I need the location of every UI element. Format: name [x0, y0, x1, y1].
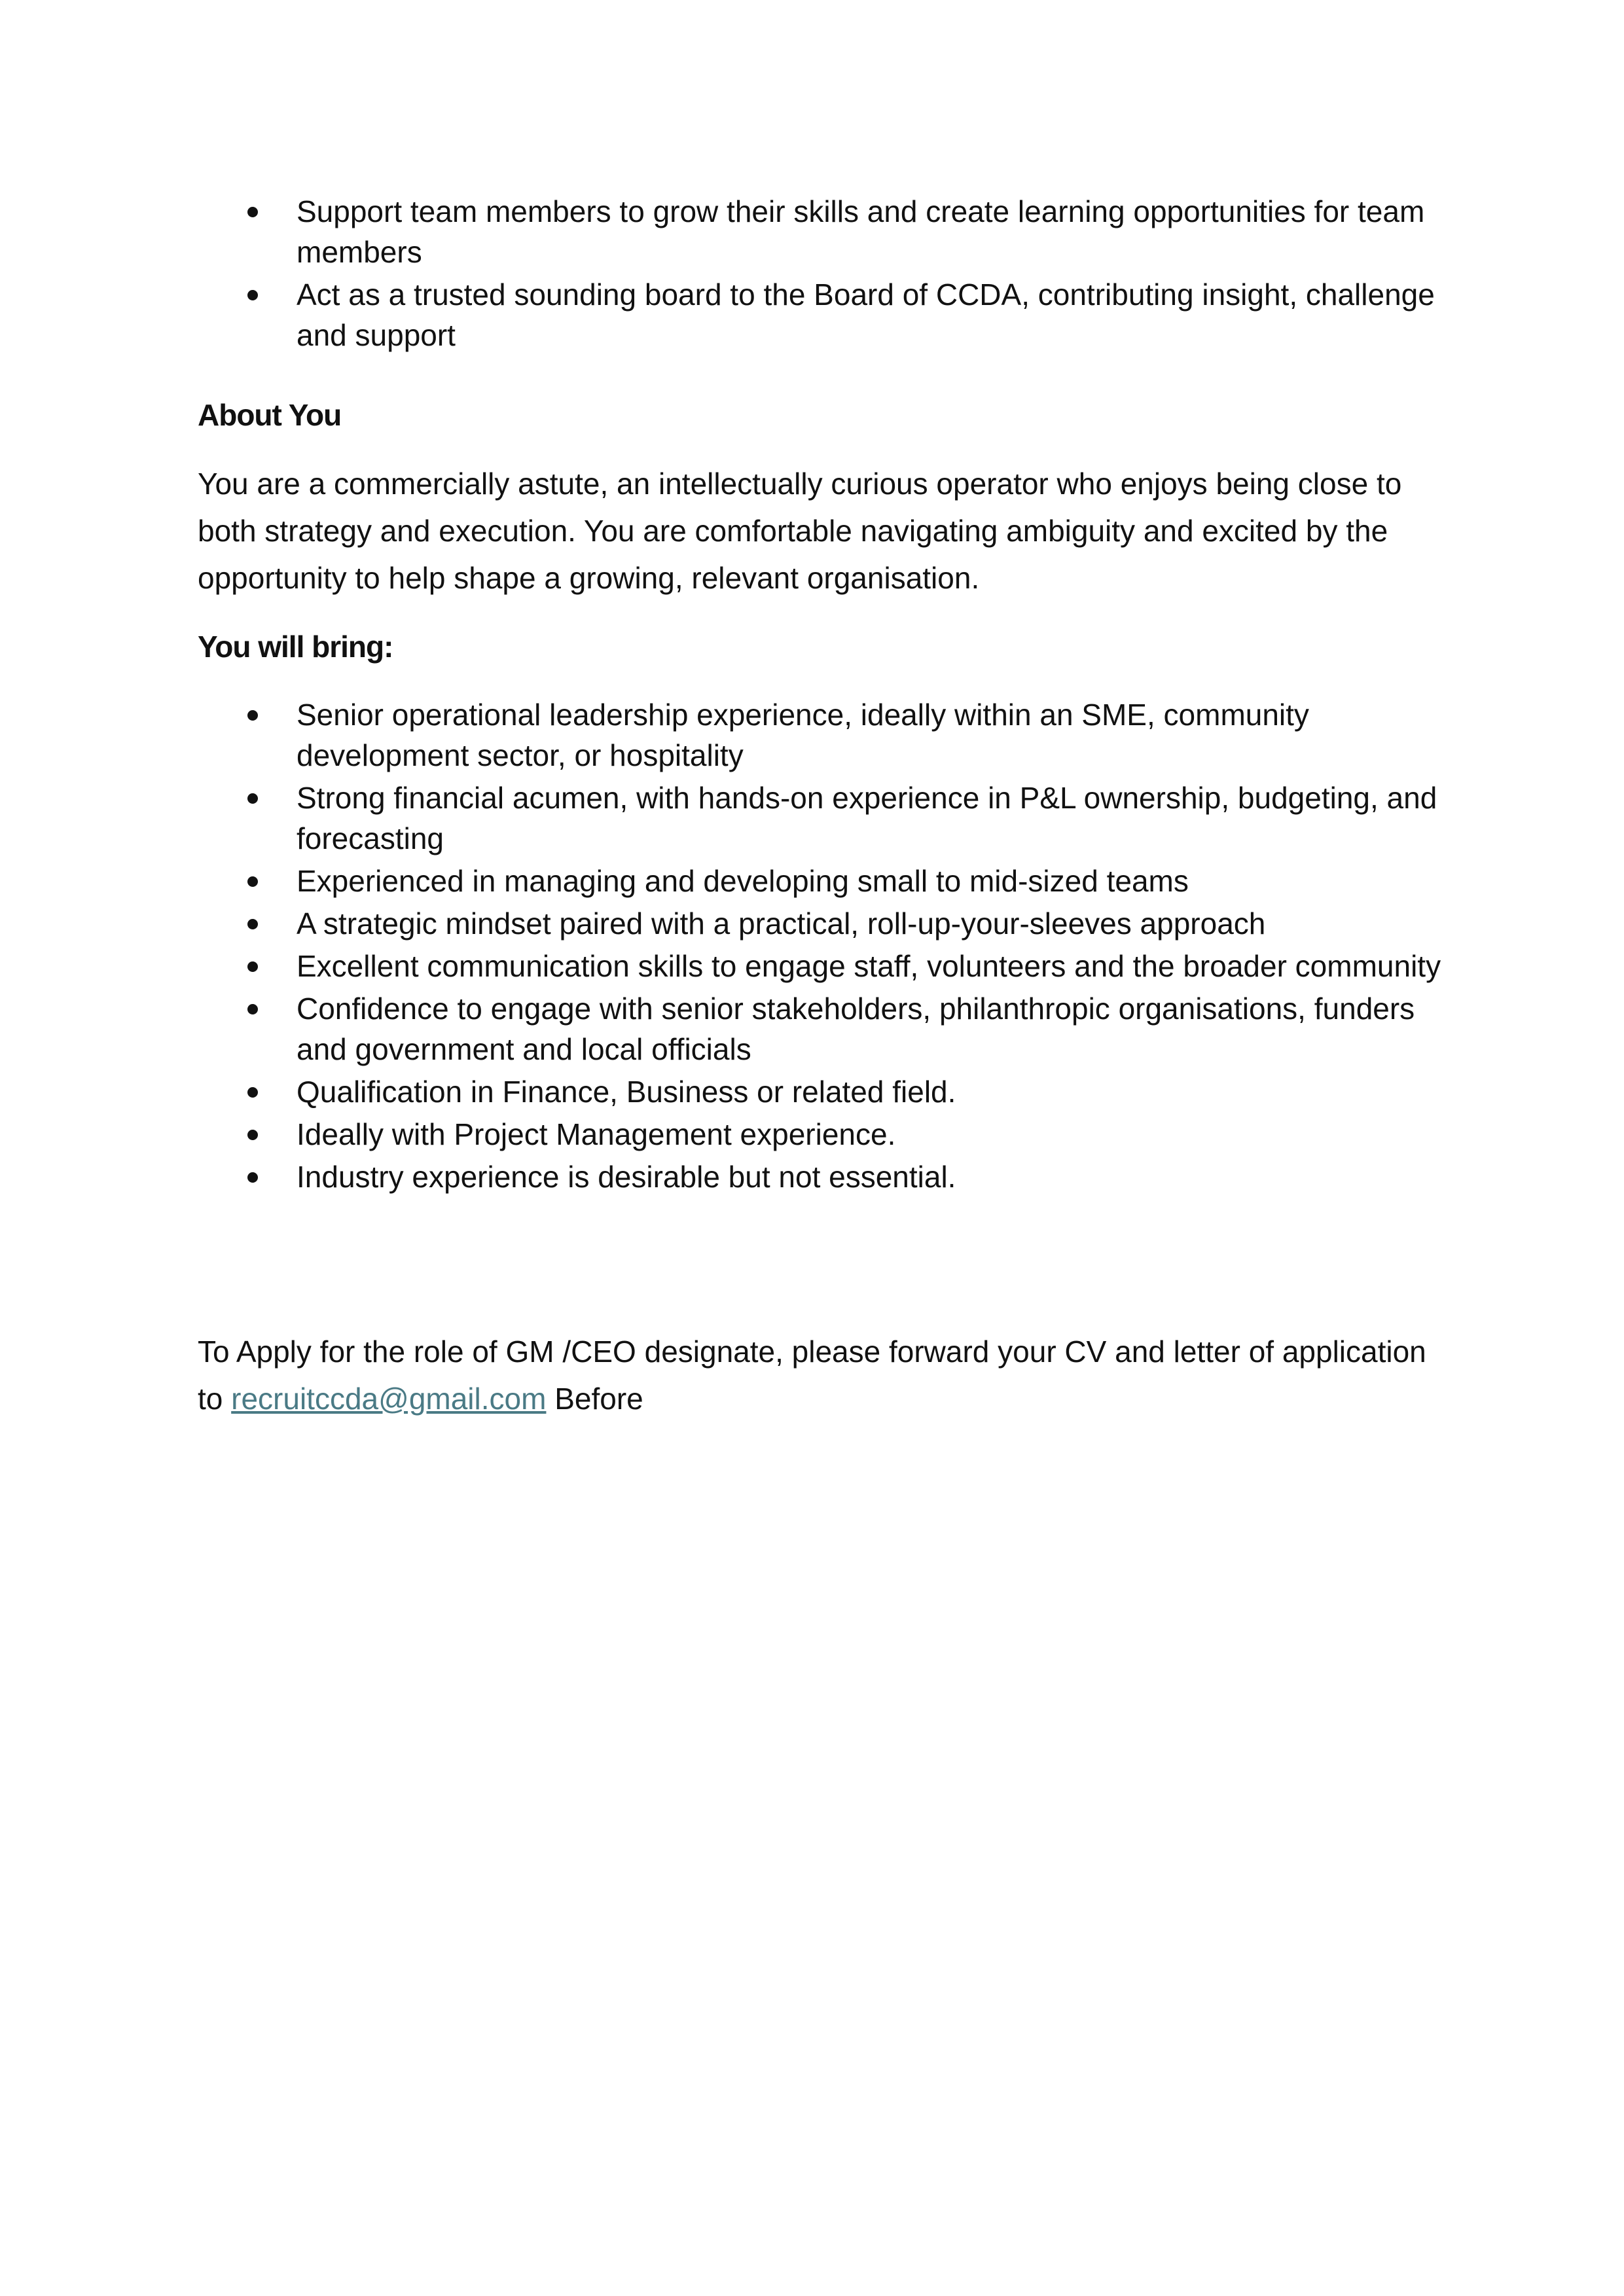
you-will-bring-heading: You will bring: [198, 630, 393, 664]
about-you-heading: About You [198, 398, 342, 432]
list-item-text: Confidence to engage with senior stakeholders, philanthropic organisations, funders and government and local officials [297, 992, 1415, 1066]
list-item-text: Senior operational leadership experience, ideally within an SME, community development sector, or hospitality [297, 698, 1309, 772]
list-item-text: Strong financial acumen, with hands-on experience in P&L ownership, budgeting, and forecasting [297, 781, 1437, 855]
list-item-text: Industry experience is desirable but not essential. [297, 1160, 956, 1194]
about-you-paragraph: You are a commercially astute, an intellectually curious operator who enjoys being close to both strategy and execution. You are comfortable navigating ambiguity and excited by the opportunity to help shape a growing, relevant organisation. [198, 467, 1402, 595]
bullet-icon [247, 290, 258, 300]
apply-text: To Apply for the role of GM /CEO designate, please forward your CV and letter of application to [198, 1335, 1426, 1416]
apply-text-after: Before [546, 1382, 643, 1416]
responsibilities-list [198, 191, 1441, 355]
list-item [198, 778, 1441, 859]
list-item-text: Support team members to grow their skills and create learning opportunities for team members [297, 194, 1425, 269]
bullet-icon [247, 1087, 258, 1098]
list-item [198, 1114, 1441, 1155]
bullet-icon [247, 710, 258, 721]
list-item [198, 861, 1441, 901]
bullet-icon [247, 961, 258, 972]
list-item [198, 191, 1441, 272]
list-item [198, 946, 1441, 986]
bullet-icon [247, 1130, 258, 1140]
document-content [198, 191, 1441, 1422]
list-item [198, 694, 1441, 776]
apply-instructions [198, 1328, 1441, 1422]
bullet-icon [247, 876, 258, 887]
requirements-list [198, 694, 1441, 1197]
email-link[interactable]: recruitccda@gmail.com [231, 1382, 547, 1416]
list-item-text: Act as a trusted sounding board to the Board of CCDA, contributing insight, challenge and support [297, 278, 1435, 352]
list-item [198, 274, 1441, 355]
list-item [198, 1157, 1441, 1197]
list-item [198, 988, 1441, 1069]
list-item [198, 903, 1441, 944]
bullet-icon [247, 207, 258, 217]
bullet-icon [247, 919, 258, 929]
list-item-text: Experienced in managing and developing small to mid-sized teams [297, 864, 1189, 898]
list-item-text: A strategic mindset paired with a practical, roll-up-your-sleeves approach [297, 906, 1266, 941]
list-item-text: Qualification in Finance, Business or related field. [297, 1075, 956, 1109]
list-item-text: Excellent communication skills to engage staff, volunteers and the broader community [297, 949, 1441, 983]
bullet-icon [247, 793, 258, 804]
bullet-icon [247, 1004, 258, 1014]
list-item-text: Ideally with Project Management experience. [297, 1117, 896, 1151]
bullet-icon [247, 1172, 258, 1183]
list-item [198, 1071, 1441, 1112]
